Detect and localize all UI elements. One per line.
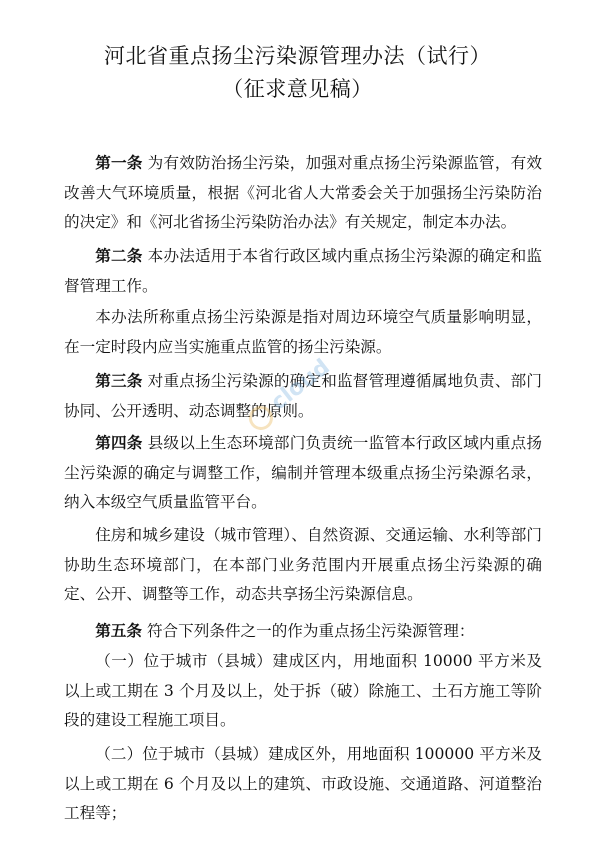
paragraph-article-2-note — [64, 303, 542, 362]
watermark-text: cloud — [266, 354, 335, 416]
article-lead: 第二条 — [95, 246, 143, 265]
article-lead: 第三条 — [95, 371, 143, 390]
article-lead: 第一条 — [95, 153, 143, 172]
article-lead: 第四条 — [95, 433, 143, 452]
paragraph-article-4 — [64, 428, 542, 518]
paragraph-article-1 — [64, 148, 542, 238]
article-text: 本办法所称重点扬尘污染源是指对周边环境空气质量影响明显，在一定时段内应当实施重点监管的扬尘污染源。 — [64, 308, 542, 356]
document-subtitle: （征求意见稿） — [222, 77, 373, 101]
paragraph-item-2 — [64, 740, 542, 829]
article-text: 符合下列条件之一的作为重点扬尘污染源管理： — [141, 622, 475, 640]
article-text: 为有效防治扬尘污染，加强对重点扬尘污染源监管，有效改善大气环境质量，根据《河北省人大常委会关于加强扬尘污染防治的决定》和《河北省扬尘污染防治办法》有关规定，制定本办法。 — [64, 154, 542, 231]
paragraph-article-2 — [64, 241, 542, 301]
article-text: 本办法适用于本省行政区域内重点扬尘污染源的确定和监督管理工作。 — [64, 247, 542, 295]
paragraph-article-4-note — [64, 521, 542, 610]
paragraph-item-1 — [64, 647, 542, 736]
article-text: 对重点扬尘污染源的确定和监督管理遵循属地负责、部门协同、公开透明、动态调整的原则。 — [64, 372, 542, 420]
article-lead: 第五条 — [95, 621, 142, 640]
paragraph-article-5 — [64, 616, 542, 647]
article-text: 住房和城乡建设（城市管理）、自然资源、交通运输、水利等部门协助生态环境部门，在本部门业务范围内开展重点扬尘污染源的确定、公开、调整等工作，动态共享扬尘污染源信息。 — [64, 526, 542, 603]
article-text: （一）位于城市（县城）建成区内，用地面积 10000 平方米及以上或工期在 3 个月及以上，处于拆（破）除施工、土石方施工等阶段的建设工程施工项目。 — [64, 652, 542, 729]
article-text: （二）位于城市（县城）建成区外，用地面积 100000 平方米及以上或工期在 6 个月及以上的建筑、市政设施、交通道路、河道整治工程等； — [64, 745, 542, 822]
document-title: 河北省重点扬尘污染源管理办法（试行） — [104, 44, 491, 68]
article-text: 县级以上生态环境部门负责统一监管本行政区域内重点扬尘污染源的确定与调整工作，编制并管理本级重点扬尘污染源名录，纳入本级空气质量监管平台。 — [64, 434, 542, 511]
